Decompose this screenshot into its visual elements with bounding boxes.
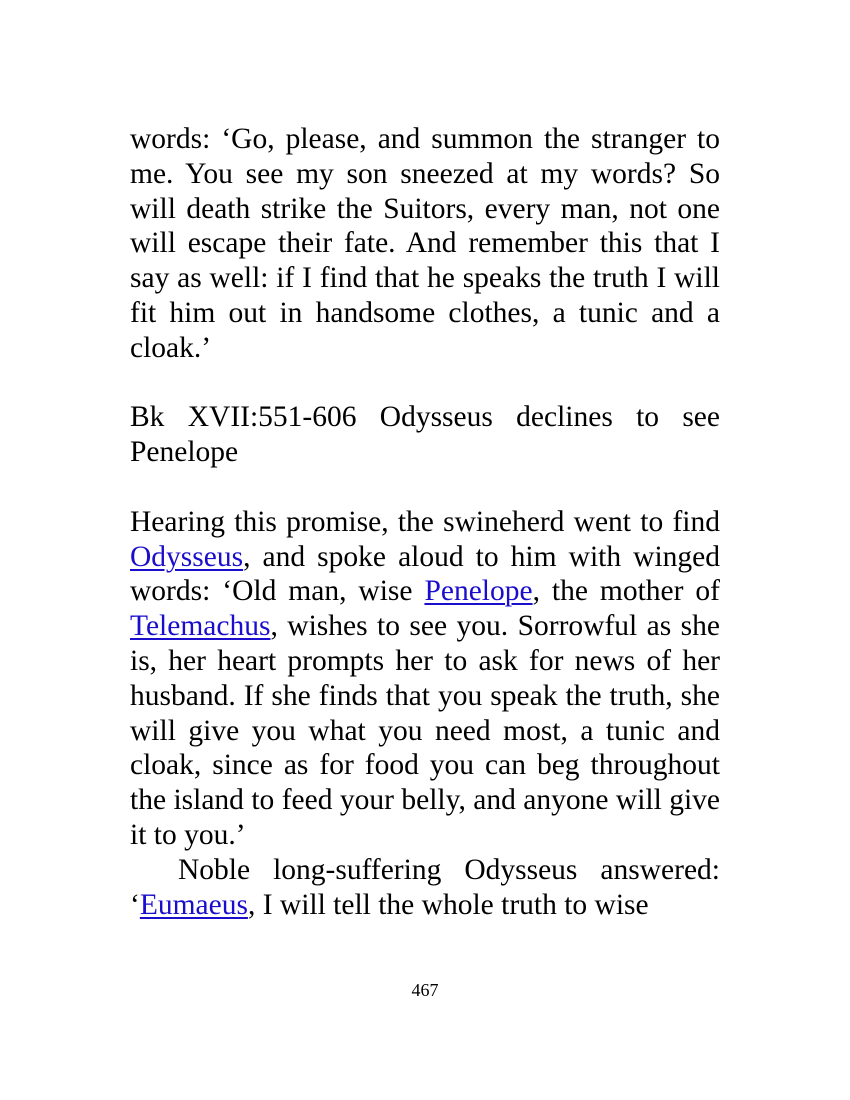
link-eumaeus[interactable]: Eumaeus	[139, 888, 248, 921]
paragraph-text: words: ‘Go, please, and summon the stranger to me. You see my son sneezed at my words? So will death strike the Suitors, every man, not one will escape their fate. And remember this that I say as well: if I find that he speaks the truth I will fit him out in handsome clothes, a tunic and a cloak.’	[130, 123, 720, 364]
paragraph-text: Hearing this promise, the swineherd went to find	[130, 505, 720, 538]
link-penelope[interactable]: Penelope	[424, 575, 533, 608]
link-odysseus[interactable]: Odysseus	[130, 540, 244, 573]
section-heading-text: Bk XVII:551-606 Odysseus declines to see Penelope	[130, 401, 720, 469]
section-heading	[130, 400, 720, 470]
paragraph-text: , the mother of	[532, 575, 720, 608]
paragraph-text: Noble long-suffering Odysseus answered: ‘	[130, 853, 720, 921]
page-number: 467	[411, 980, 439, 1000]
link-telemachus[interactable]: Telemachus	[130, 610, 271, 643]
paragraph-text: , wishes to see you. Sorrowful as she is, her heart prompts her to ask for news of her husband. If she finds that you speak the truth, she will give you what you need most, a tunic and cloak, since as for food you can beg throughout the island to feed your belly, and anyone will give it to you.’	[130, 610, 720, 851]
page-body	[130, 122, 720, 922]
paragraph-text: , I will tell the whole truth to wise	[247, 888, 649, 921]
paragraph-odysseus-answer	[130, 853, 720, 923]
paragraph-swineherd	[130, 505, 720, 853]
paragraph-gap	[130, 366, 720, 401]
paragraph-penelope-speech	[130, 122, 720, 366]
paragraph-gap	[130, 470, 720, 505]
paragraph-text: , and spoke aloud to him with winged words: ‘Old man, wise	[130, 540, 720, 608]
